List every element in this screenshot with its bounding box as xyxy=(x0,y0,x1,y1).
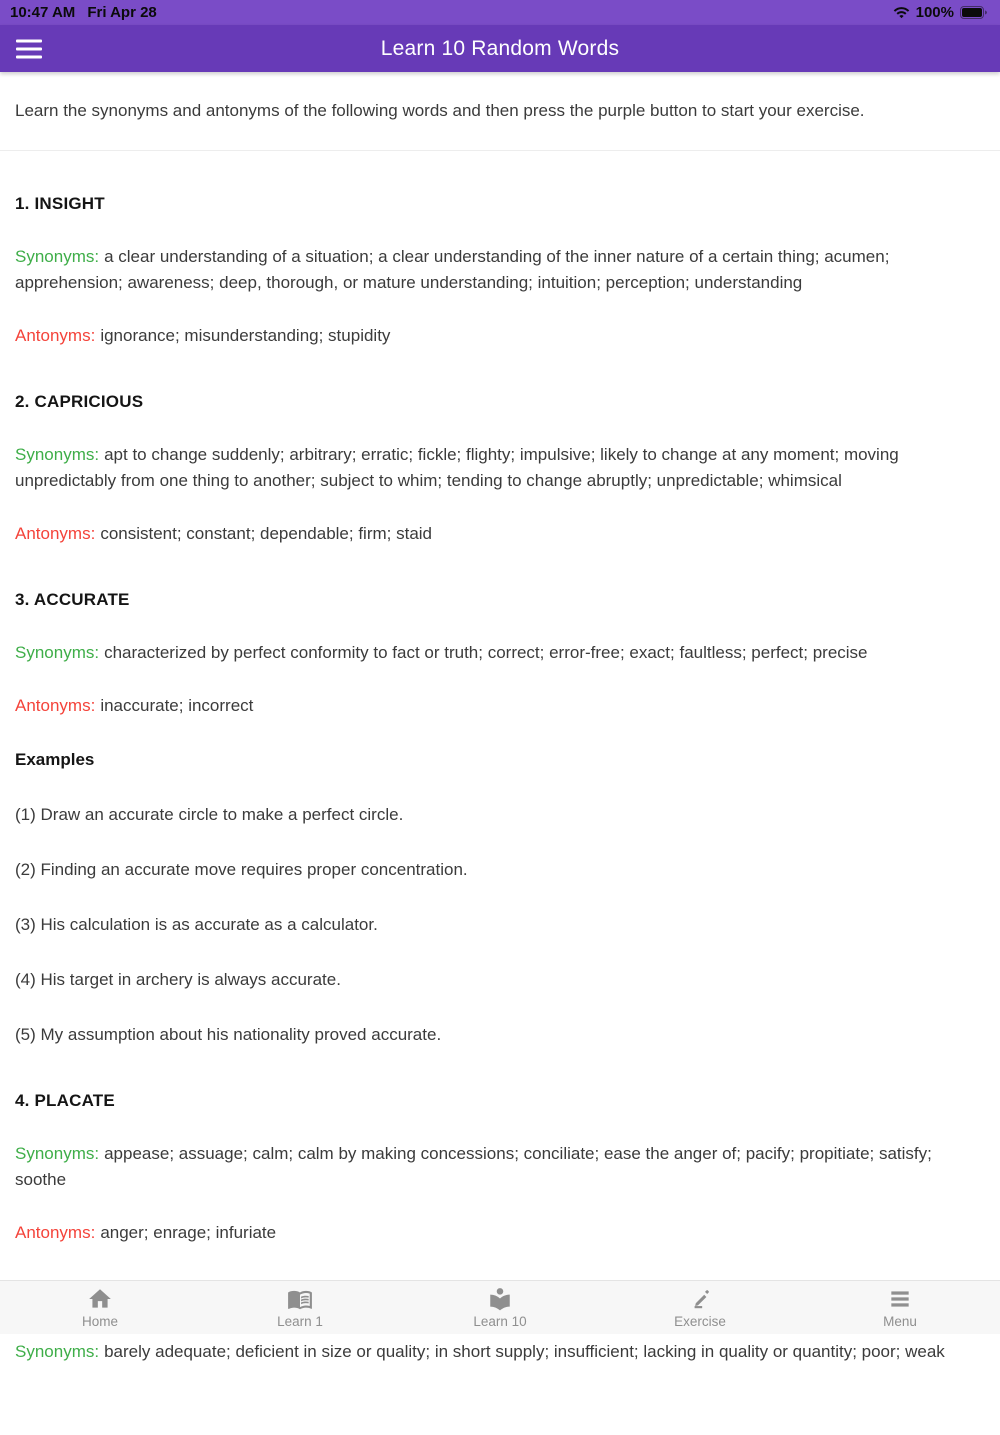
home-icon xyxy=(87,1286,113,1312)
synonyms-label: Synonyms: xyxy=(15,247,100,266)
status-bar xyxy=(0,0,1000,25)
example-sentence: (2) Finding an accurate move requires proper concentration. xyxy=(15,860,468,879)
synonyms-label: Synonyms: xyxy=(15,643,100,662)
tab-label: Exercise xyxy=(674,1314,726,1329)
antonyms-line xyxy=(15,521,985,547)
menu-hamburger-icon[interactable] xyxy=(16,39,42,58)
battery-icon xyxy=(960,6,988,19)
synonyms-line xyxy=(15,1141,985,1193)
status-time: 10:47 AM xyxy=(10,4,76,21)
word-section xyxy=(15,1088,985,1246)
open-book-icon xyxy=(287,1286,313,1312)
synonyms-line xyxy=(15,442,985,494)
example-sentence: (5) My assumption about his nationality proved accurate. xyxy=(15,1025,442,1044)
antonyms-line xyxy=(15,1220,985,1246)
synonyms-text: barely adequate; deficient in size or quality; in short supply; insufficient; lacking in quality or quantity; poor; weak xyxy=(104,1342,945,1361)
tab-label: Menu xyxy=(883,1314,917,1329)
example-sentence: (1) Draw an accurate circle to make a perfect circle. xyxy=(15,805,404,824)
app-bar xyxy=(0,25,1000,72)
synonyms-line xyxy=(15,244,985,296)
antonyms-label: Antonyms: xyxy=(15,1223,96,1242)
word-title: 2. CAPRICIOUS xyxy=(15,392,144,411)
antonyms-label: Antonyms: xyxy=(15,326,96,345)
synonyms-line xyxy=(15,1339,985,1365)
synonyms-label: Synonyms: xyxy=(15,445,100,464)
examples-heading: Examples xyxy=(15,750,95,769)
antonyms-label: Antonyms: xyxy=(15,696,96,715)
example-sentence: (4) His target in archery is always accurate. xyxy=(15,970,341,989)
antonyms-label: Antonyms: xyxy=(15,524,96,543)
battery-percent: 100% xyxy=(915,4,954,21)
word-section xyxy=(15,587,985,1048)
synonyms-text: characterized by perfect conformity to fact or truth; correct; error-free; exact; faultless; perfect; precise xyxy=(104,643,868,662)
antonyms-text: ignorance; misunderstanding; stupidity xyxy=(100,326,391,345)
word-title: 4. PLACATE xyxy=(15,1091,115,1110)
intro-text: Learn the synonyms and antonyms of the following words and then press the purple button to start your exercise. xyxy=(15,101,865,120)
synonyms-line xyxy=(15,640,985,666)
tab-label: Learn 10 xyxy=(473,1314,527,1329)
tab-menu[interactable] xyxy=(800,1281,1000,1334)
word-title: 3. ACCURATE xyxy=(15,590,130,609)
tab-home[interactable] xyxy=(0,1281,200,1334)
content-area xyxy=(0,72,1000,1435)
synonyms-text: appease; assuage; calm; calm by making concessions; conciliate; ease the anger of; pacify; propitiate; satisfy; soothe xyxy=(15,1144,932,1189)
divider xyxy=(0,150,1000,151)
synonyms-text: a clear understanding of a situation; a clear understanding of the inner nature of a certain thing; acumen; apprehension; awareness; deep, thorough, or mature understanding; intuition; perception; understanding xyxy=(15,247,890,292)
synonyms-text: apt to change suddenly; arbitrary; erratic; fickle; flighty; impulsive; likely to change at any moment; moving unpredictably from one thing to another; subject to whim; tending to change abruptly; unpredictable; whimsical xyxy=(15,445,899,490)
tab-label: Home xyxy=(81,1314,118,1329)
synonyms-label: Synonyms: xyxy=(15,1342,100,1361)
reader-book-icon xyxy=(487,1286,513,1312)
page-title: Learn 10 Random Words xyxy=(380,36,620,60)
word-section xyxy=(15,191,985,349)
antonyms-line xyxy=(15,323,985,349)
tab-learn-1[interactable] xyxy=(200,1281,400,1334)
pencil-icon xyxy=(687,1286,713,1312)
antonyms-line xyxy=(15,693,985,719)
tab-exercise[interactable] xyxy=(600,1281,800,1334)
menu-bars-icon xyxy=(887,1286,913,1312)
status-date: Fri Apr 28 xyxy=(87,4,157,21)
wifi-icon xyxy=(893,6,910,19)
tab-label: Learn 1 xyxy=(277,1314,323,1329)
synonyms-label: Synonyms: xyxy=(15,1144,100,1163)
example-sentence: (3) His calculation is as accurate as a calculator. xyxy=(15,915,378,934)
antonyms-text: inaccurate; incorrect xyxy=(100,696,254,715)
word-section xyxy=(15,389,985,547)
antonyms-text: anger; enrage; infuriate xyxy=(100,1223,277,1242)
tab-learn-10[interactable] xyxy=(400,1281,600,1334)
antonyms-text: consistent; constant; dependable; firm; staid xyxy=(100,524,433,543)
bottom-tab-bar xyxy=(0,1280,1000,1334)
word-title: 1. INSIGHT xyxy=(15,194,105,213)
